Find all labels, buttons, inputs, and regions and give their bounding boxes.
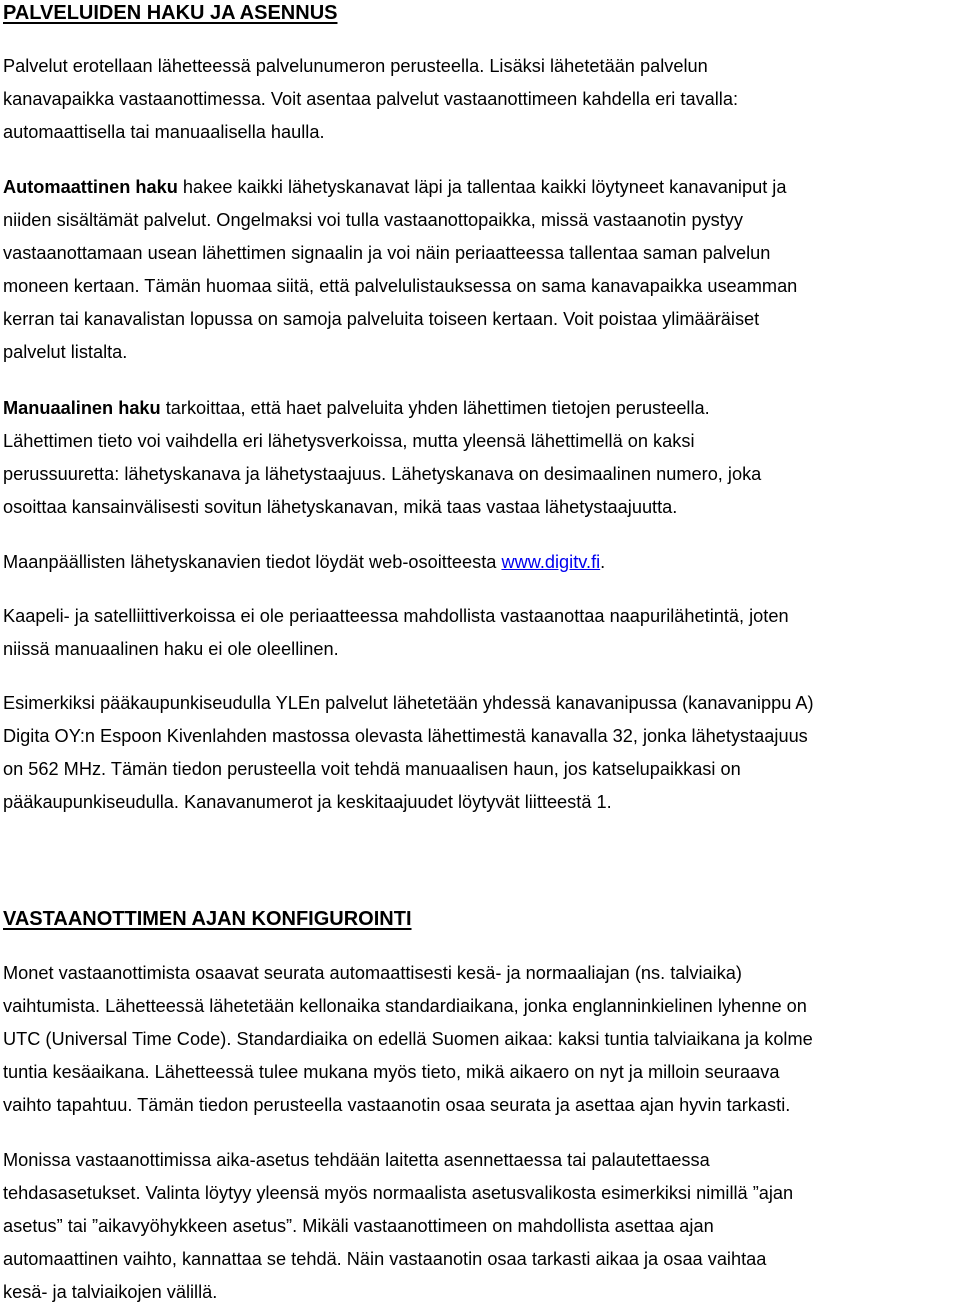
text-line: tehdasasetukset. Valinta löytyy yleensä myös normaalista asetusvalikosta esimerkiksi nimillä ”ajan <box>3 1183 794 1203</box>
paragraph-example <box>3 687 814 819</box>
text-line: kesä- ja talviaikojen välillä. <box>3 1282 218 1302</box>
text-line: tuntia kesäaikana. Lähetteessä tulee mukana myös tieto, mikä aikaero on nyt ja milloin seuraava <box>3 1062 780 1082</box>
text-line: Palvelut erotellaan lähetteessä palvelunumeron perusteella. Lisäksi lähetetään palvelun <box>3 56 708 76</box>
text-line: on 562 MHz. Tämän tiedon perusteella voit tehdä manuaalisen haun, jos katselupaikkasi on <box>3 759 741 779</box>
text-line: automaattinen vaihto, kannattaa se tehdä. Näin vastaanotin osaa tarkasti aikaa ja osaa vaihtaa <box>3 1249 767 1269</box>
text-line: moneen kertaan. Tämän huomaa siitä, että palvelulistauksessa on sama kanavapaikka useamman <box>3 276 798 296</box>
paragraph-cable-satellite <box>3 600 789 666</box>
text-line: Esimerkiksi pääkaupunkiseudulla YLEn palvelut lähetetään yhdessä kanavanipussa (kanavanippu A) <box>3 693 814 713</box>
section-heading-time-config: VASTAANOTTIMEN AJAN KONFIGUROINTI <box>3 908 412 930</box>
bold-term-manual-search: Manuaalinen haku <box>3 398 161 418</box>
text-line <box>3 546 605 579</box>
paragraph-time-setting <box>3 1144 793 1309</box>
text-line: Digita OY:n Espoon Kivenlahden mastossa olevasta lähettimestä kanavalla 32, jonka lähetystaajuus <box>3 726 808 746</box>
text-line: Monet vastaanottimista osaavat seurata automaattisesti kesä- ja normaaliajan (ns. talviaika) <box>3 963 742 983</box>
text-fragment: Maanpäällisten lähetyskanavien tiedot löydät web-osoitteesta <box>3 552 502 572</box>
text-line: niiden sisältämät palvelut. Ongelmaksi voi tulla vastaanottopaikka, missä vastaanotin pystyy <box>3 210 743 230</box>
text-line: UTC (Universal Time Code). Standardiaika on edellä Suomen aikaa: kaksi tuntia talviaikana ja kolme <box>3 1029 813 1049</box>
text-line <box>3 392 761 425</box>
text-line: vaihto tapahtuu. Tämän tiedon perusteella vastaanotin osaa seurata ja asettaa ajan hyvin tarkasti. <box>3 1095 791 1115</box>
text-line: palvelut listalta. <box>3 342 128 362</box>
paragraph-time-zones <box>3 957 813 1122</box>
paragraph-intro <box>3 50 738 149</box>
digitv-link[interactable]: www.digitv.fi <box>501 552 601 572</box>
text-line: vaihtumista. Lähetteessä lähetetään kellonaika standardiaikana, jonka englanninkielinen lyhenne on <box>3 996 807 1016</box>
text-line: automaattisella tai manuaalisella haulla. <box>3 122 325 142</box>
text-line <box>3 171 797 204</box>
text-line: kanavapaikka vastaanottimessa. Voit asentaa palvelut vastaanottimeen kahdella eri tavalla: <box>3 89 739 109</box>
text-line: osoittaa kansainvälisesti sovitun lähetyskanavan, mikä taas vastaa lähetystaajuutta. <box>3 497 678 517</box>
text-line: kerran tai kanavalistan lopussa on samoja palveluita toiseen kertaan. Voit poistaa ylimääräiset <box>3 309 760 329</box>
text-line: perussuuretta: lähetyskanava ja lähetystaajuus. Lähetyskanava on desimaalinen numero, joka <box>3 464 762 484</box>
paragraph-automatic-search <box>3 171 797 369</box>
text-line: Monissa vastaanottimissa aika-asetus tehdään laitetta asennettaessa tai palautettaessa <box>3 1150 710 1170</box>
text-line: pääkaupunkiseudulla. Kanavanumerot ja keskitaajuudet löytyvät liitteestä 1. <box>3 792 612 812</box>
paragraph-manual-search <box>3 392 761 524</box>
text-line: vastaanottamaan usean lähettimen signaalin ja voi näin periaatteessa tallentaa saman palvelun <box>3 243 771 263</box>
text-fragment: . <box>600 552 606 572</box>
bold-term-automatic-search: Automaattinen haku <box>3 177 178 197</box>
text-fragment: tarkoittaa, että haet palveluita yhden lähettimen tietojen perusteella. <box>160 398 710 418</box>
text-line: Lähettimen tieto voi vaihdella eri lähetysverkoissa, mutta yleensä lähettimellä on kaksi <box>3 431 695 451</box>
section-heading-services: PALVELUIDEN HAKU JA ASENNUS <box>3 2 338 24</box>
text-line: niissä manuaalinen haku ei ole oleellinen. <box>3 639 339 659</box>
text-line: asetus” tai ”aikavyöhykkeen asetus”. Mikäli vastaanottimeen on mahdollista asettaa ajan <box>3 1216 714 1236</box>
text-fragment: hakee kaikki lähetyskanavat läpi ja tallentaa kaikki löytyneet kanavaniput ja <box>177 177 787 197</box>
paragraph-channel-info <box>3 546 605 579</box>
text-line: Kaapeli- ja satelliittiverkoissa ei ole periaatteessa mahdollista vastaanottaa naapurilähetintä, joten <box>3 606 789 626</box>
